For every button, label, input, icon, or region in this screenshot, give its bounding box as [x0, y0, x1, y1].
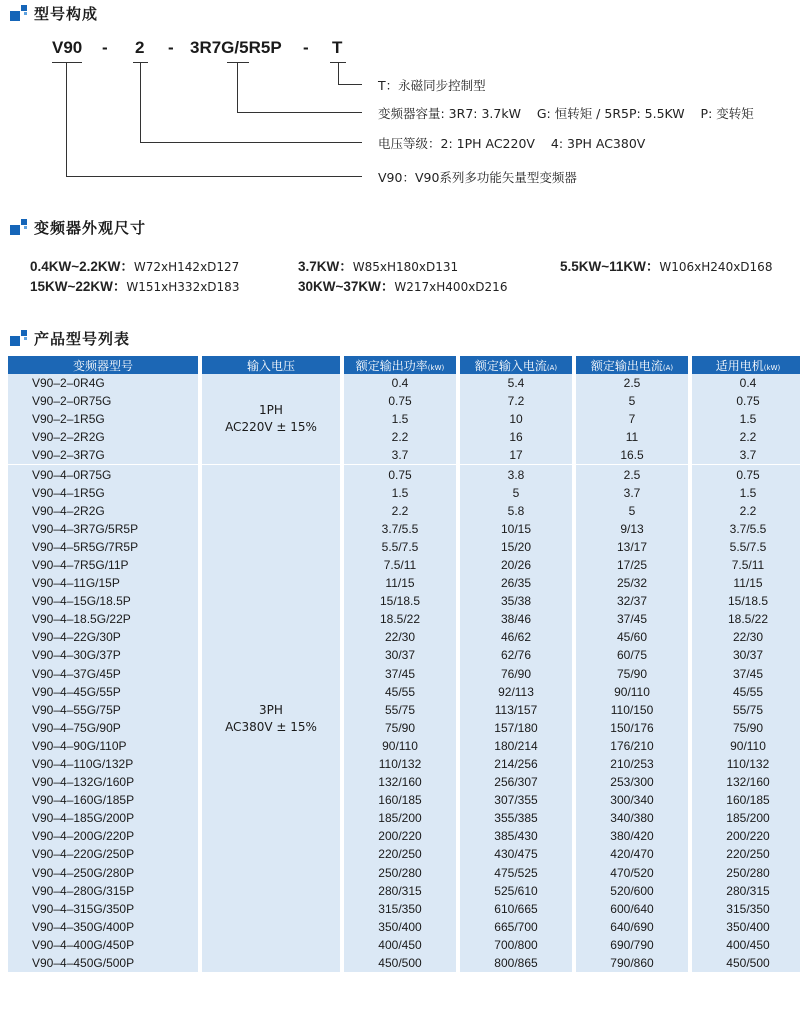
cell-input-current: 10/15: [460, 520, 572, 538]
code-connector: [338, 62, 339, 84]
header-input-current: 额定输入电流(A): [460, 356, 572, 374]
cell-motor: 11/15: [692, 574, 800, 592]
cell-motor: 0.75: [692, 392, 800, 410]
table-row: [8, 446, 800, 464]
cell-output-current: 90/110: [576, 683, 688, 701]
table-row: [8, 374, 800, 392]
code-connector: [140, 62, 141, 142]
table-row: [8, 864, 800, 882]
cell-rated-power: 11/15: [344, 574, 456, 592]
code-connector: [140, 142, 362, 143]
cell-model: V90–4–45G/55P: [8, 683, 198, 701]
code-connector: [237, 112, 362, 113]
section-icon: [10, 330, 28, 346]
code-connector: [66, 176, 362, 177]
cell-output-current: 470/520: [576, 864, 688, 882]
cell-rated-power: 30/37: [344, 646, 456, 664]
cell-model: V90–4–18.5G/22P: [8, 610, 198, 628]
cell-input-current: 76/90: [460, 665, 572, 683]
cell-rated-power: 3.7/5.5: [344, 520, 456, 538]
voltage-phase: 3PH: [259, 702, 283, 717]
cell-output-current: 790/860: [576, 954, 688, 972]
table-row: [8, 954, 800, 972]
cell-input-current: 214/256: [460, 755, 572, 773]
code-underline: [227, 62, 249, 63]
cell-model: V90–4–350G/400P: [8, 918, 198, 936]
table-row: [8, 520, 800, 538]
table-row: [8, 809, 800, 827]
cell-input-current: 180/214: [460, 737, 572, 755]
cell-input-current: 15/20: [460, 538, 572, 556]
cell-output-current: 17/25: [576, 556, 688, 574]
cell-output-current: 3.7: [576, 484, 688, 502]
cell-model: V90–4–30G/37P: [8, 646, 198, 664]
legend-capacity: 变频器容量: 3R7: 3.7kW G: 恒转矩 / 5R5P: 5.5KW P: 变转矩: [378, 106, 754, 121]
dimension-item: 15KW~22KW：W151xH332xD183: [30, 279, 240, 294]
cell-output-current: 5: [576, 392, 688, 410]
cell-input-current: 5.4: [460, 374, 572, 392]
cell-rated-power: 3.7: [344, 446, 456, 464]
cell-rated-power: 160/185: [344, 791, 456, 809]
table-row: [8, 592, 800, 610]
table-row: [8, 574, 800, 592]
cell-motor: 0.75: [692, 464, 800, 483]
cell-motor: 5.5/7.5: [692, 538, 800, 556]
table-row: [8, 773, 800, 791]
cell-model: V90–4–200G/220P: [8, 827, 198, 845]
cell-motor: 450/500: [692, 954, 800, 972]
cell-output-current: 16.5: [576, 446, 688, 464]
section-title-model-list: 产品型号列表: [10, 328, 130, 348]
table-row: [8, 701, 800, 719]
cell-motor: 400/450: [692, 936, 800, 954]
cell-rated-power: 45/55: [344, 683, 456, 701]
table-row: [8, 484, 800, 502]
legend-series: V90：V90系列多功能矢量型变频器: [378, 170, 577, 185]
cell-output-current: 210/253: [576, 755, 688, 773]
cell-input-current: 92/113: [460, 683, 572, 701]
cell-motor: 160/185: [692, 791, 800, 809]
cell-motor: 45/55: [692, 683, 800, 701]
cell-rated-power: 55/75: [344, 701, 456, 719]
section-title-dimensions: 变频器外观尺寸: [10, 217, 146, 237]
code-connector: [338, 84, 362, 85]
code-series: V90: [52, 38, 83, 57]
table-row: [8, 845, 800, 863]
cell-output-current: 420/470: [576, 845, 688, 863]
dimension-item: 0.4KW~2.2KW：W72xH142xD127: [30, 259, 240, 274]
cell-motor: 55/75: [692, 701, 800, 719]
cell-input-current: 62/76: [460, 646, 572, 664]
cell-rated-power: 400/450: [344, 936, 456, 954]
cell-input-current: 20/26: [460, 556, 572, 574]
code-dash: -: [102, 38, 108, 57]
voltage-phase: 1PH: [259, 403, 283, 418]
table-row: [8, 936, 800, 954]
cell-motor: 3.7: [692, 446, 800, 464]
cell-input-current: 355/385: [460, 809, 572, 827]
voltage-range: AC220V ± 15%: [225, 420, 317, 435]
cell-rated-power: 1.5: [344, 484, 456, 502]
cell-input-voltage: [202, 374, 340, 464]
cell-model: V90–2–1R5G: [8, 410, 198, 428]
cell-rated-power: 200/220: [344, 827, 456, 845]
cell-model: V90–4–400G/450P: [8, 936, 198, 954]
cell-model: V90–4–250G/280P: [8, 864, 198, 882]
cell-rated-power: 37/45: [344, 665, 456, 683]
cell-rated-power: 450/500: [344, 954, 456, 972]
code-connector: [66, 62, 67, 176]
cell-motor: 15/18.5: [692, 592, 800, 610]
cell-input-current: 256/307: [460, 773, 572, 791]
cell-rated-power: 18.5/22: [344, 610, 456, 628]
cell-output-current: 380/420: [576, 827, 688, 845]
cell-model: V90–4–1R5G: [8, 484, 198, 502]
cell-input-current: 16: [460, 428, 572, 446]
cell-model: V90–2–0R4G: [8, 374, 198, 392]
cell-input-current: 800/865: [460, 954, 572, 972]
table-row: [8, 791, 800, 809]
header-rated-power: 额定输出功率(kW): [344, 356, 456, 374]
cell-model: V90–4–315G/350P: [8, 900, 198, 918]
cell-motor: 250/280: [692, 864, 800, 882]
cell-input-current: 38/46: [460, 610, 572, 628]
cell-input-current: 113/157: [460, 701, 572, 719]
cell-output-current: 340/380: [576, 809, 688, 827]
cell-input-current: 307/355: [460, 791, 572, 809]
table-row: [8, 665, 800, 683]
cell-input-current: 10: [460, 410, 572, 428]
cell-input-voltage: [202, 464, 340, 972]
cell-model: V90–4–450G/500P: [8, 954, 198, 972]
cell-input-current: 5: [460, 484, 572, 502]
table-row: [8, 538, 800, 556]
table-row: [8, 719, 800, 737]
dimension-item: 5.5KW~11KW：W106xH240xD168: [560, 259, 773, 274]
cell-motor: 3.7/5.5: [692, 520, 800, 538]
cell-motor: 18.5/22: [692, 610, 800, 628]
model-table: [4, 356, 800, 972]
cell-input-current: 157/180: [460, 719, 572, 737]
cell-input-current: 700/800: [460, 936, 572, 954]
table-row: [8, 464, 800, 483]
cell-output-current: 25/32: [576, 574, 688, 592]
cell-output-current: 37/45: [576, 610, 688, 628]
table-row: [8, 683, 800, 701]
cell-motor: 22/30: [692, 628, 800, 646]
cell-motor: 200/220: [692, 827, 800, 845]
cell-motor: 0.4: [692, 374, 800, 392]
cell-output-current: 690/790: [576, 936, 688, 954]
header-output-current: 额定输出电流(A): [576, 356, 688, 374]
cell-model: V90–4–22G/30P: [8, 628, 198, 646]
table-row: [8, 502, 800, 520]
cell-motor: 7.5/11: [692, 556, 800, 574]
table-row: [8, 882, 800, 900]
cell-input-current: 3.8: [460, 464, 572, 483]
cell-model: V90–4–75G/90P: [8, 719, 198, 737]
table-row: [8, 900, 800, 918]
cell-model: V90–4–2R2G: [8, 502, 198, 520]
code-connector: [237, 62, 238, 112]
cell-output-current: 11: [576, 428, 688, 446]
cell-model: V90–4–90G/110P: [8, 737, 198, 755]
table-row: [8, 628, 800, 646]
cell-rated-power: 90/110: [344, 737, 456, 755]
table-row: [8, 556, 800, 574]
cell-model: V90–4–7R5G/11P: [8, 556, 198, 574]
code-voltage: 2: [135, 38, 145, 57]
header-motor: 适用电机(kW): [692, 356, 800, 374]
cell-output-current: 253/300: [576, 773, 688, 791]
cell-input-current: 665/700: [460, 918, 572, 936]
cell-model: V90–4–11G/15P: [8, 574, 198, 592]
table-header-row: [8, 356, 800, 374]
section-icon: [10, 5, 28, 21]
dimension-item: 3.7KW：W85xH180xD131: [298, 259, 459, 274]
cell-output-current: 640/690: [576, 918, 688, 936]
cell-motor: 2.2: [692, 428, 800, 446]
code-dash: -: [168, 38, 174, 57]
table-row: [8, 918, 800, 936]
cell-output-current: 150/176: [576, 719, 688, 737]
cell-motor: 315/350: [692, 900, 800, 918]
cell-motor: 110/132: [692, 755, 800, 773]
cell-model: V90–4–110G/132P: [8, 755, 198, 773]
cell-rated-power: 110/132: [344, 755, 456, 773]
section-icon: [10, 219, 28, 235]
table-row: [8, 428, 800, 446]
cell-motor: 2.2: [692, 502, 800, 520]
cell-output-current: 7: [576, 410, 688, 428]
dimension-item: 30KW~37KW：W217xH400xD216: [298, 279, 508, 294]
cell-output-current: 520/600: [576, 882, 688, 900]
cell-output-current: 600/640: [576, 900, 688, 918]
cell-input-current: 525/610: [460, 882, 572, 900]
cell-rated-power: 315/350: [344, 900, 456, 918]
cell-rated-power: 7.5/11: [344, 556, 456, 574]
cell-model: V90–2–2R2G: [8, 428, 198, 446]
cell-output-current: 2.5: [576, 374, 688, 392]
table-row: [8, 646, 800, 664]
header-model: 变频器型号: [8, 356, 198, 374]
table-row: [8, 410, 800, 428]
cell-rated-power: 250/280: [344, 864, 456, 882]
legend-voltage: 电压等级：2: 1PH AC220V 4: 3PH AC380V: [378, 136, 646, 151]
cell-output-current: 110/150: [576, 701, 688, 719]
cell-input-current: 46/62: [460, 628, 572, 646]
cell-motor: 185/200: [692, 809, 800, 827]
cell-input-current: 7.2: [460, 392, 572, 410]
cell-rated-power: 75/90: [344, 719, 456, 737]
section-title-model-code: 型号构成: [10, 3, 98, 23]
header-input-voltage: 输入电压: [202, 356, 340, 374]
table-row: [8, 737, 800, 755]
cell-model: V90–4–0R75G: [8, 464, 198, 483]
cell-motor: 132/160: [692, 773, 800, 791]
cell-output-current: 13/17: [576, 538, 688, 556]
cell-output-current: 9/13: [576, 520, 688, 538]
cell-input-current: 17: [460, 446, 572, 464]
cell-motor: 30/37: [692, 646, 800, 664]
table-row: [8, 755, 800, 773]
code-underline: [52, 62, 82, 63]
cell-rated-power: 0.75: [344, 464, 456, 483]
cell-model: V90–4–185G/200P: [8, 809, 198, 827]
cell-motor: 75/90: [692, 719, 800, 737]
cell-input-current: 610/665: [460, 900, 572, 918]
cell-output-current: 60/75: [576, 646, 688, 664]
table-row: [8, 610, 800, 628]
cell-model: V90–4–220G/250P: [8, 845, 198, 863]
cell-model: V90–4–55G/75P: [8, 701, 198, 719]
legend-type: T：永磁同步控制型: [378, 78, 486, 93]
cell-motor: 350/400: [692, 918, 800, 936]
cell-output-current: 176/210: [576, 737, 688, 755]
cell-rated-power: 185/200: [344, 809, 456, 827]
cell-input-current: 385/430: [460, 827, 572, 845]
cell-rated-power: 350/400: [344, 918, 456, 936]
cell-output-current: 75/90: [576, 665, 688, 683]
cell-model: V90–4–37G/45P: [8, 665, 198, 683]
code-dash: -: [303, 38, 309, 57]
cell-input-current: 475/525: [460, 864, 572, 882]
cell-motor: 37/45: [692, 665, 800, 683]
cell-model: V90–4–160G/185P: [8, 791, 198, 809]
voltage-range: AC380V ± 15%: [225, 719, 317, 734]
cell-model: V90–4–280G/315P: [8, 882, 198, 900]
cell-input-current: 35/38: [460, 592, 572, 610]
cell-rated-power: 132/160: [344, 773, 456, 791]
cell-output-current: 300/340: [576, 791, 688, 809]
cell-rated-power: 220/250: [344, 845, 456, 863]
cell-output-current: 32/37: [576, 592, 688, 610]
cell-model: V90–4–5R5G/7R5P: [8, 538, 198, 556]
cell-motor: 1.5: [692, 410, 800, 428]
table-row: [8, 392, 800, 410]
cell-rated-power: 0.4: [344, 374, 456, 392]
cell-motor: 1.5: [692, 484, 800, 502]
cell-motor: 280/315: [692, 882, 800, 900]
cell-output-current: 45/60: [576, 628, 688, 646]
cell-rated-power: 5.5/7.5: [344, 538, 456, 556]
cell-input-current: 5.8: [460, 502, 572, 520]
cell-rated-power: 1.5: [344, 410, 456, 428]
cell-rated-power: 2.2: [344, 502, 456, 520]
code-type: T: [332, 38, 343, 57]
cell-rated-power: 280/315: [344, 882, 456, 900]
cell-output-current: 5: [576, 502, 688, 520]
cell-model: V90–2–3R7G: [8, 446, 198, 464]
cell-model: V90–4–132G/160P: [8, 773, 198, 791]
cell-rated-power: 22/30: [344, 628, 456, 646]
code-capacity: 3R7G/5R5P: [190, 38, 282, 57]
cell-model: V90–4–15G/18.5P: [8, 592, 198, 610]
cell-input-current: 430/475: [460, 845, 572, 863]
cell-model: V90–4–3R7G/5R5P: [8, 520, 198, 538]
cell-rated-power: 2.2: [344, 428, 456, 446]
cell-motor: 220/250: [692, 845, 800, 863]
cell-input-current: 26/35: [460, 574, 572, 592]
cell-motor: 90/110: [692, 737, 800, 755]
cell-rated-power: 15/18.5: [344, 592, 456, 610]
cell-output-current: 2.5: [576, 464, 688, 483]
cell-rated-power: 0.75: [344, 392, 456, 410]
table-row: [8, 827, 800, 845]
cell-model: V90–2–0R75G: [8, 392, 198, 410]
